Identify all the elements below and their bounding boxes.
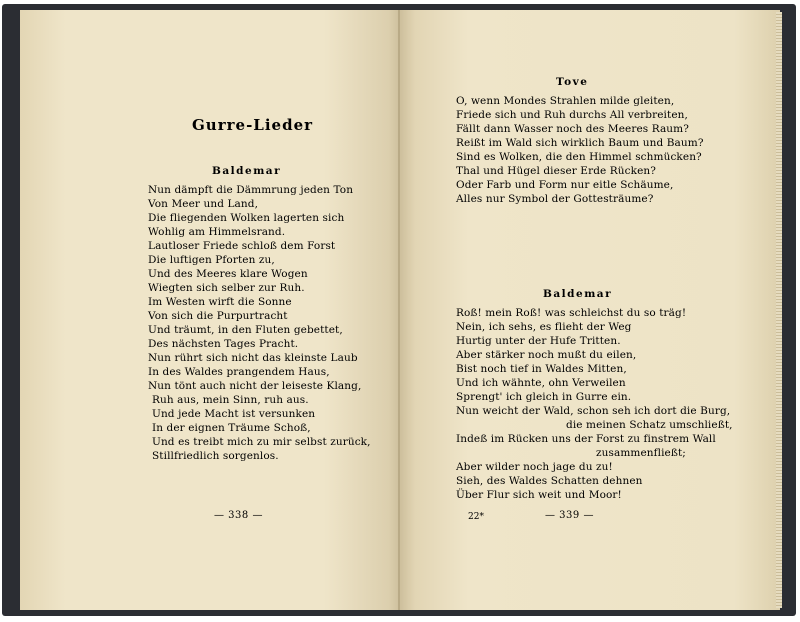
verse-line: Und es treibt mich zu mir selbst zurück, (152, 436, 371, 448)
verse-line: die meinen Schatz umschließt, (566, 419, 733, 431)
verse-line: Fällt dann Wasser noch des Meeres Raum? (456, 123, 689, 135)
right-verse-block-top (456, 94, 704, 206)
right-speaker-heading-baldemar: Baldemar (543, 288, 613, 300)
verse-line: Nun dämpft die Dämmrung jeden Ton (148, 184, 354, 196)
verse-line: Die fliegenden Wolken lagerten sich (148, 212, 345, 224)
verse-line: Friede sich und Ruh durchs All verbreiten, (456, 109, 688, 121)
verse-line: In des Waldes prangendem Haus, (148, 366, 330, 378)
verse-line: Indeß im Rücken uns der Forst zu finstrem Wall (456, 433, 716, 445)
verse-line: Und ich wähnte, ohn Verweilen (456, 377, 626, 389)
verse-line: Aber wilder noch jage du zu! (456, 461, 613, 473)
verse-line: Des nächsten Tages Pracht. (148, 338, 299, 350)
verse-line: Von sich die Purpurtracht (148, 310, 288, 322)
verse-line: Von Meer und Land, (148, 198, 259, 210)
verse-line: Und des Meeres klare Wogen (148, 268, 308, 280)
verse-line: Ruh aus, mein Sinn, ruh aus. (152, 394, 309, 406)
right-speaker-heading-tove: Tove (556, 76, 589, 88)
verse-line: Oder Farb und Form nur eitle Schäume, (456, 179, 674, 191)
verse-line: Nun weicht der Wald, schon seh ich dort die Burg, (456, 405, 731, 417)
verse-line: Über Flur sich weit und Moor! (456, 489, 622, 501)
verse-line: Nein, ich sehs, es flieht der Weg (456, 321, 632, 333)
verse-line: Aber stärker noch mußt du eilen, (456, 349, 637, 361)
verse-line: Bist noch tief in Waldes Mitten, (456, 363, 627, 375)
verse-line: Sprengt' ich gleich in Gurre ein. (456, 391, 632, 403)
poem-title: Gurre-Lieder (192, 116, 314, 134)
signature-mark: 22* (468, 512, 484, 522)
verse-line: Wiegten sich selber zur Ruh. (148, 282, 305, 294)
verse-line: Reißt im Wald sich wirklich Baum und Baum? (456, 137, 704, 149)
right-verse-block-bottom (456, 306, 733, 502)
left-page-number: — 338 — (214, 510, 263, 521)
verse-line: Und träumt, in den Fluten gebettet, (148, 324, 343, 336)
verse-line: Stillfriedlich sorgenlos. (152, 450, 279, 462)
verse-line: O, wenn Mondes Strahlen milde gleiten, (456, 95, 675, 107)
verse-line: Roß! mein Roß! was schleichst du so träg! (456, 307, 687, 319)
verse-line: Lautloser Friede schloß dem Forst (148, 240, 336, 252)
verse-line: Thal und Hügel dieser Erde Rücken? (456, 165, 656, 177)
verse-line: In der eignen Träume Schoß, (152, 422, 311, 434)
verse-line: Sieh, des Waldes Schatten dehnen (456, 475, 643, 487)
right-page-number: — 339 — (545, 510, 594, 521)
verse-line: zusammenfließt; (596, 447, 686, 459)
verse-line: Hurtig unter der Hufe Tritten. (456, 335, 621, 347)
verse-line: Nun tönt auch nicht der leiseste Klang, (148, 380, 362, 392)
page-edges (776, 12, 782, 608)
verse-line: Nun rührt sich nicht das kleinste Laub (148, 352, 358, 364)
verse-line: Sind es Wolken, die den Himmel schmücken? (456, 151, 702, 163)
verse-line: Alles nur Symbol der Gottesträume? (456, 193, 654, 205)
verse-line: Im Westen wirft die Sonne (148, 296, 292, 308)
left-verse-block (148, 183, 371, 463)
verse-line: Die luftigen Pforten zu, (148, 254, 275, 266)
left-speaker-heading: Baldemar (212, 165, 282, 177)
verse-line: Und jede Macht ist versunken (152, 408, 316, 420)
verse-line: Wohlig am Himmelsrand. (148, 226, 286, 238)
